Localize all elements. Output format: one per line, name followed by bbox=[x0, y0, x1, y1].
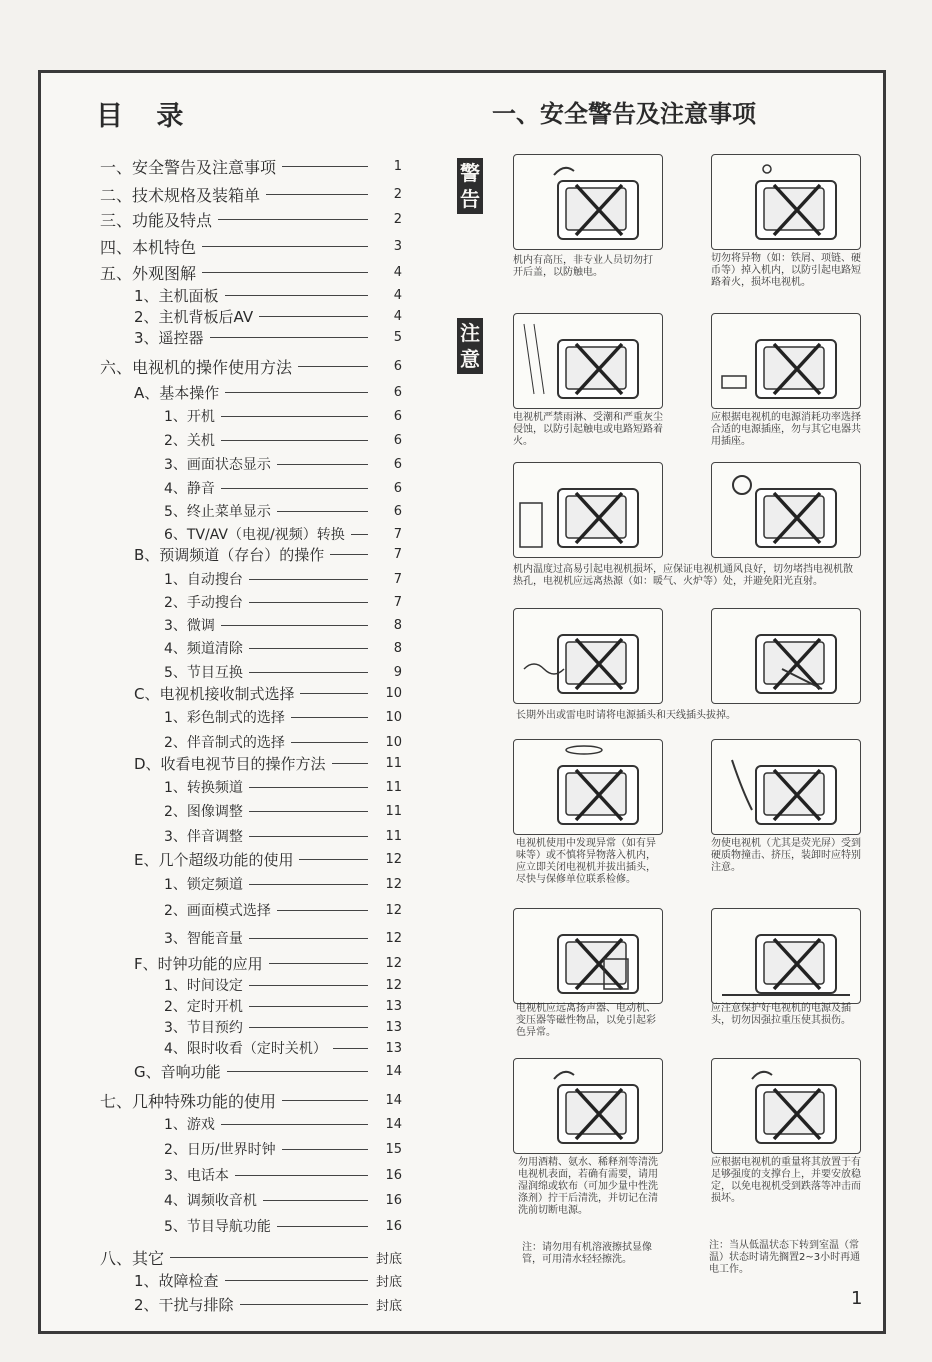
toc-entry-page: 6 bbox=[393, 456, 402, 472]
toc-leader bbox=[240, 1304, 368, 1305]
toc-entry bbox=[100, 261, 402, 284]
toc-entry bbox=[164, 777, 402, 797]
toc-entry-title: 八、其它 bbox=[100, 1249, 165, 1268]
note-text: 注：当从低温状态下转到室温（常温）状态时请先搁置2~3小时再通电工作。 bbox=[709, 1240, 861, 1275]
toc-entry bbox=[134, 849, 402, 870]
illustration-caption: 切勿将异物（如：铁屑、项链、硬币等）掉入机内，以防引起电路短路着火，损坏电视机。 bbox=[711, 253, 861, 288]
toc-entry-page: 封底 bbox=[375, 1299, 402, 1314]
toc-leader bbox=[282, 1149, 368, 1150]
tv-illustration bbox=[711, 1058, 861, 1154]
toc-entry bbox=[164, 874, 402, 894]
toc-entry-title: B、预调频道（存台）的操作 bbox=[134, 546, 325, 564]
toc-entry-page: 14 bbox=[385, 1064, 402, 1079]
toc-leader bbox=[249, 811, 368, 812]
toc-entry-page: 12 bbox=[385, 852, 402, 867]
toc-entry-title: 3、遥控器 bbox=[134, 329, 204, 347]
tv-illustration bbox=[513, 739, 663, 835]
toc-entry-page: 15 bbox=[385, 1141, 402, 1157]
toc-entry-page: 16 bbox=[385, 1192, 402, 1208]
toc-entry bbox=[164, 900, 402, 920]
toc-entry bbox=[164, 501, 402, 521]
toc-leader bbox=[266, 194, 368, 195]
tv-illustration bbox=[513, 1058, 663, 1154]
toc-entry-page: 12 bbox=[385, 956, 402, 971]
toc-entry bbox=[164, 592, 402, 612]
toc-entry-title: 2、伴音制式的选择 bbox=[164, 735, 285, 751]
toc-entry bbox=[100, 235, 402, 258]
toc-entry-title: 1、故障检查 bbox=[134, 1272, 219, 1290]
toc-leader bbox=[202, 246, 368, 247]
toc-leader bbox=[299, 859, 368, 860]
toc-entry-page: 4 bbox=[393, 309, 402, 324]
toc-entry bbox=[134, 683, 402, 704]
toc-entry-page: 12 bbox=[385, 876, 402, 892]
toc-entry-title: 3、智能音量 bbox=[164, 931, 243, 947]
toc-entry-title: 4、调频收音机 bbox=[164, 1193, 257, 1209]
toc-entry-title: 5、节目导航功能 bbox=[164, 1219, 271, 1235]
toc-leader bbox=[221, 1124, 368, 1125]
toc-entry bbox=[164, 478, 402, 498]
illustration-caption: 应根据电视机的重量将其放置于有足够强度的支撑台上，并要安放稳定，以免电视机受到跌落等冲击而损坏。 bbox=[711, 1157, 861, 1204]
toc-entry-title: 5、终止菜单显示 bbox=[164, 504, 271, 520]
toc-entry bbox=[164, 454, 402, 474]
toc-leader bbox=[332, 763, 368, 764]
toc-entry-title: 4、频道清除 bbox=[164, 641, 243, 657]
toc-leader bbox=[298, 366, 368, 367]
toc-entry bbox=[134, 1270, 402, 1291]
toc-leader bbox=[300, 693, 368, 694]
toc-entry-title: 1、时间设定 bbox=[164, 978, 243, 994]
toc-entry-title: 1、自动搜台 bbox=[164, 572, 243, 588]
toc-leader bbox=[225, 1280, 368, 1281]
toc-entry-page: 10 bbox=[385, 686, 402, 701]
toc-leader bbox=[249, 672, 368, 673]
toc-entry bbox=[134, 382, 402, 403]
toc-leader bbox=[221, 625, 368, 626]
toc-entry-page: 11 bbox=[385, 779, 402, 795]
toc-entry bbox=[164, 732, 402, 752]
warning-label: 警告 bbox=[457, 158, 483, 214]
caution-label: 注意 bbox=[457, 318, 483, 374]
toc-entry bbox=[164, 928, 402, 948]
tv-illustration bbox=[513, 908, 663, 1004]
toc-entry bbox=[134, 1061, 402, 1082]
toc-entry-title: 5、节目互换 bbox=[164, 665, 243, 681]
toc-entry-title: 3、微调 bbox=[164, 618, 215, 634]
toc-leader bbox=[351, 534, 368, 535]
toc-entry bbox=[164, 801, 402, 821]
illustration-caption: 机内温度过高易引起电视机损坏，应保证电视机通风良好，切勿堵挡电视机散热孔，电视机应远离热源（如：暖气、火炉等）处，并避免阳光直射。 bbox=[513, 564, 853, 587]
illustration-caption: 电视机严禁雨淋、受潮和严重灰尘侵蚀，以防引起触电或电路短路着火。 bbox=[513, 412, 663, 447]
toc-entry-title: 六、电视机的操作使用方法 bbox=[100, 358, 293, 377]
toc-entry-title: G、音响功能 bbox=[134, 1063, 221, 1081]
toc-entry-page: 10 bbox=[385, 734, 402, 750]
toc-entry-page: 13 bbox=[385, 998, 402, 1014]
toc-entry bbox=[100, 183, 402, 206]
toc-leader bbox=[249, 985, 368, 986]
toc-entry-page: 封底 bbox=[375, 1275, 402, 1290]
toc-entry-page: 6 bbox=[393, 385, 402, 400]
toc-entry-title: 2、主机背板后AV bbox=[134, 308, 254, 326]
toc-entry-page: 6 bbox=[393, 503, 402, 519]
toc-entry-title: 4、静音 bbox=[164, 481, 215, 497]
toc-leader bbox=[282, 1100, 368, 1101]
toc-entry bbox=[164, 1216, 402, 1236]
toc-entry-page: 7 bbox=[393, 571, 402, 587]
toc-leader bbox=[210, 337, 368, 338]
section-title: 一、安全警告及注意事项 bbox=[492, 100, 756, 128]
tv-illustration bbox=[513, 313, 663, 409]
toc-leader bbox=[249, 1027, 368, 1028]
toc-entry-title: 4、限时收看（定时关机） bbox=[164, 1041, 327, 1057]
toc-title: 目 录 bbox=[96, 101, 196, 132]
toc-entry-page: 11 bbox=[385, 828, 402, 844]
toc-entry-title: A、基本操作 bbox=[134, 384, 220, 402]
toc-entry bbox=[164, 662, 402, 682]
toc-entry-title: 1、游戏 bbox=[164, 1117, 215, 1133]
tv-illustration bbox=[711, 462, 861, 558]
toc-entry-page: 6 bbox=[393, 480, 402, 496]
toc-entry bbox=[164, 569, 402, 589]
toc-entry-page: 2 bbox=[393, 187, 402, 202]
toc-entry bbox=[164, 1017, 402, 1037]
toc-leader bbox=[249, 1006, 368, 1007]
toc-entry bbox=[164, 1139, 402, 1159]
toc-entry-page: 3 bbox=[393, 239, 402, 254]
toc-leader bbox=[249, 884, 368, 885]
toc-entry-title: 3、电话本 bbox=[164, 1168, 229, 1184]
page-number: 1 bbox=[851, 1288, 863, 1309]
toc-leader bbox=[249, 938, 368, 939]
illustration-caption: 电视机使用中发现异常（如有异味等）或不慎将异物落入机内，应立即关闭电视机并拔出插头，尽快与保修单位联系检修。 bbox=[516, 838, 656, 885]
toc-entry-page: 7 bbox=[393, 526, 402, 542]
toc-leader bbox=[277, 464, 368, 465]
toc-entry-title: 3、伴音调整 bbox=[164, 829, 243, 845]
toc-entry bbox=[164, 1114, 402, 1134]
toc-leader bbox=[277, 511, 368, 512]
toc-entry-page: 13 bbox=[385, 1040, 402, 1056]
toc-entry bbox=[100, 155, 402, 178]
toc-entry bbox=[164, 615, 402, 635]
toc-entry-title: 2、手动搜台 bbox=[164, 595, 243, 611]
toc-entry bbox=[164, 524, 402, 544]
toc-entry-title: C、电视机接收制式选择 bbox=[134, 685, 295, 703]
tv-illustration bbox=[711, 154, 861, 250]
toc-entry-page: 7 bbox=[393, 547, 402, 562]
tv-illustration bbox=[711, 608, 861, 704]
toc-entry bbox=[100, 1246, 402, 1269]
toc-leader bbox=[249, 602, 368, 603]
toc-entry-title: 2、定时开机 bbox=[164, 999, 243, 1015]
toc-entry-page: 6 bbox=[393, 359, 402, 374]
toc-leader bbox=[282, 166, 368, 167]
toc-leader bbox=[249, 648, 368, 649]
toc-entry-page: 11 bbox=[385, 756, 402, 771]
toc-entry-title: E、几个超级功能的使用 bbox=[134, 851, 294, 869]
toc-leader bbox=[249, 579, 368, 580]
toc-entry bbox=[134, 953, 402, 974]
toc-leader bbox=[225, 392, 368, 393]
toc-entry-page: 7 bbox=[393, 594, 402, 610]
toc-entry-title: D、收看电视节目的操作方法 bbox=[134, 755, 326, 773]
toc-entry-page: 6 bbox=[393, 408, 402, 424]
toc-leader bbox=[221, 488, 368, 489]
toc-entry-page: 11 bbox=[385, 803, 402, 819]
toc-entry-page: 8 bbox=[393, 640, 402, 656]
toc-leader bbox=[333, 1048, 368, 1049]
toc-entry bbox=[134, 753, 402, 774]
toc-entry bbox=[164, 1038, 402, 1058]
toc-entry-page: 5 bbox=[393, 330, 402, 345]
tv-illustration bbox=[711, 908, 861, 1004]
toc-leader bbox=[263, 1200, 368, 1201]
toc-entry-page: 4 bbox=[393, 288, 402, 303]
toc-entry bbox=[164, 1165, 402, 1185]
toc-entry bbox=[164, 707, 402, 727]
toc-leader bbox=[202, 272, 368, 273]
toc-entry-title: 2、干扰与排除 bbox=[134, 1296, 234, 1314]
toc-entry bbox=[134, 544, 402, 565]
toc-entry-title: 七、几种特殊功能的使用 bbox=[100, 1092, 277, 1111]
toc-entry bbox=[134, 1294, 402, 1315]
toc-entry-page: 14 bbox=[385, 1116, 402, 1132]
tv-illustration bbox=[513, 154, 663, 250]
tv-illustration bbox=[513, 608, 663, 704]
toc-entry bbox=[100, 208, 402, 231]
toc-leader bbox=[235, 1175, 368, 1176]
note-text: 注：请勿用有机溶液擦拭显像管，可用清水轻轻擦洗。 bbox=[522, 1242, 652, 1265]
toc-entry bbox=[164, 975, 402, 995]
toc-entry-page: 6 bbox=[393, 432, 402, 448]
toc-entry-title: 3、节目预约 bbox=[164, 1020, 243, 1036]
toc-leader bbox=[249, 836, 368, 837]
toc-entry-title: 二、技术规格及装箱单 bbox=[100, 186, 261, 205]
toc-leader bbox=[225, 295, 368, 296]
toc-entry-title: 2、画面模式选择 bbox=[164, 903, 271, 919]
toc-entry-page: 13 bbox=[385, 1019, 402, 1035]
toc-leader bbox=[330, 554, 368, 555]
illustration-caption: 勿用酒精、氨水、稀释剂等清洗电视机表面，若确有需要，请用湿润绵或软布（可加少量中性洗涤剂）拧干后清洗，并切记在清洗前切断电源。 bbox=[518, 1157, 658, 1216]
tv-illustration bbox=[513, 462, 663, 558]
illustration-caption: 电视机应远离扬声器、电动机、变压器等磁性物品，以免引起彩色异常。 bbox=[516, 1003, 656, 1038]
toc-leader bbox=[249, 787, 368, 788]
toc-entry-page: 10 bbox=[385, 709, 402, 725]
toc-entry-title: F、时钟功能的应用 bbox=[134, 955, 263, 973]
toc-entry-title: 1、锁定频道 bbox=[164, 877, 243, 893]
toc-entry-page: 12 bbox=[385, 977, 402, 993]
toc-entry bbox=[134, 285, 402, 306]
tv-illustration bbox=[711, 739, 861, 835]
toc-entry-page: 2 bbox=[393, 212, 402, 227]
toc-entry bbox=[100, 1089, 402, 1112]
toc-entry-title: 三、功能及特点 bbox=[100, 211, 213, 230]
illustration-caption: 应注意保护好电视机的电源及插头，切勿因强拉重压使其损伤。 bbox=[711, 1003, 851, 1026]
toc-entry-title: 2、图像调整 bbox=[164, 804, 243, 820]
toc-leader bbox=[221, 440, 368, 441]
toc-leader bbox=[170, 1257, 368, 1258]
toc-entry-page: 12 bbox=[385, 930, 402, 946]
toc-entry bbox=[164, 1190, 402, 1210]
toc-entry-title: 2、日历/世界时钟 bbox=[164, 1142, 276, 1158]
illustration-caption: 应根据电视机的电源消耗功率选择合适的电源插座，勿与其它电器共用插座。 bbox=[711, 412, 861, 447]
toc-entry-title: 一、安全警告及注意事项 bbox=[100, 158, 277, 177]
toc-entry-page: 16 bbox=[385, 1167, 402, 1183]
toc-entry bbox=[164, 430, 402, 450]
toc-leader bbox=[291, 742, 368, 743]
illustration-caption: 勿使电视机（尤其是荧光屏）受到硬质物撞击、挤压，装卸时应特别注意。 bbox=[711, 838, 861, 873]
toc-entry bbox=[164, 996, 402, 1016]
toc-leader bbox=[277, 910, 368, 911]
toc-entry-page: 14 bbox=[385, 1093, 402, 1108]
toc-entry-page: 封底 bbox=[375, 1252, 402, 1267]
toc-entry-page: 8 bbox=[393, 617, 402, 633]
toc-entry-title: 1、主机面板 bbox=[134, 287, 219, 305]
toc-entry-title: 四、本机特色 bbox=[100, 238, 197, 257]
illustration-caption: 机内有高压，非专业人员切勿打开后盖，以防触电。 bbox=[513, 255, 653, 278]
toc-entry-page: 12 bbox=[385, 902, 402, 918]
toc-entry bbox=[134, 306, 402, 327]
toc-leader bbox=[277, 1226, 368, 1227]
toc-leader bbox=[291, 717, 368, 718]
toc-entry-page: 4 bbox=[393, 265, 402, 280]
toc-entry-title: 6、TV/AV（电视/视频）转换 bbox=[164, 527, 345, 543]
toc-entry bbox=[134, 327, 402, 348]
toc-entry-page: 16 bbox=[385, 1218, 402, 1234]
toc-leader bbox=[227, 1071, 368, 1072]
toc-entry-title: 2、关机 bbox=[164, 433, 215, 449]
toc-leader bbox=[218, 219, 368, 220]
tv-illustration bbox=[711, 313, 861, 409]
toc-leader bbox=[259, 316, 368, 317]
toc-entry bbox=[164, 406, 402, 426]
toc-entry bbox=[164, 638, 402, 658]
toc-entry-title: 1、转换频道 bbox=[164, 780, 243, 796]
toc-entry bbox=[100, 355, 402, 378]
toc-leader bbox=[221, 416, 368, 417]
illustration-caption: 长期外出或雷电时请将电源插头和天线插头拔掉。 bbox=[516, 710, 736, 721]
toc-leader bbox=[269, 963, 368, 964]
toc-entry bbox=[164, 826, 402, 846]
toc-entry-title: 五、外观图解 bbox=[100, 264, 197, 283]
toc-entry-title: 3、画面状态显示 bbox=[164, 457, 271, 473]
toc-entry-page: 9 bbox=[393, 664, 402, 680]
toc-entry-page: 1 bbox=[393, 159, 402, 174]
toc-entry-title: 1、彩色制式的选择 bbox=[164, 710, 285, 726]
toc-entry-title: 1、开机 bbox=[164, 409, 215, 425]
